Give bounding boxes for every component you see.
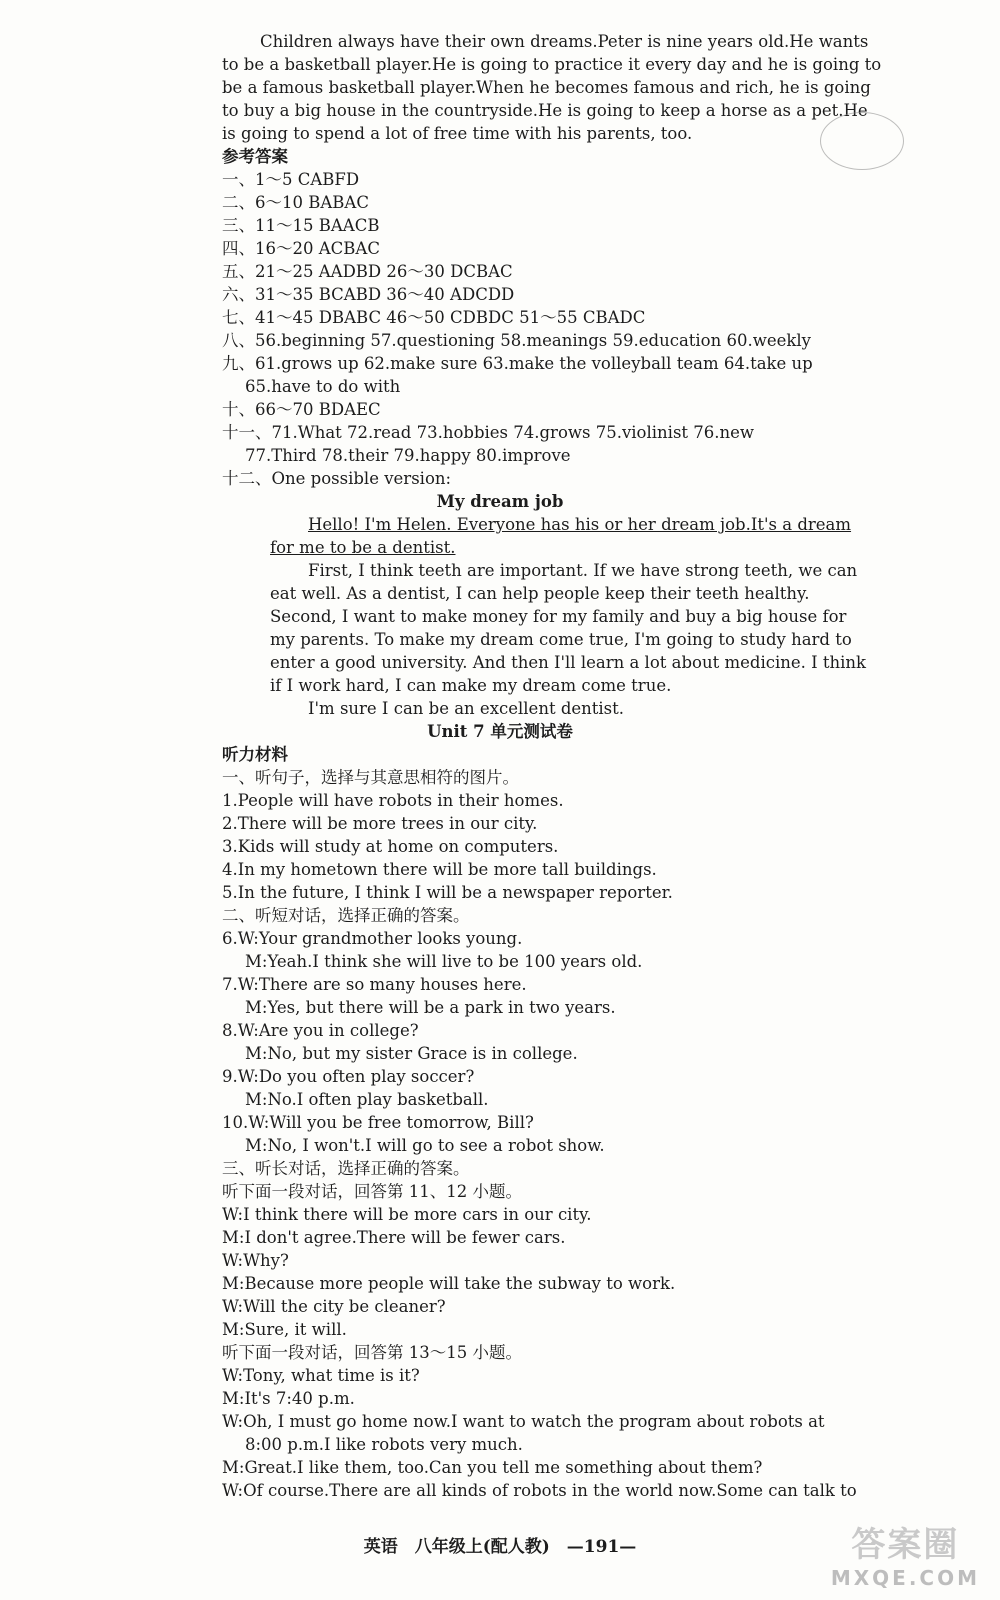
passage-line: to be a basketball player.He is going to practice it every day and he is going to [222, 55, 882, 74]
section-heading: 听力材料 [222, 745, 288, 764]
section-instruction: 一、听句子，选择与其意思相符的图片。 [222, 768, 519, 787]
transcript-line: M:Because more people will take the subway to work. [222, 1274, 676, 1293]
passage-line: to buy a big house in the countryside.He is going to keep a horse as a pet.He [222, 101, 868, 120]
page-footer: 英语 八年级上(配人教) —191— [363, 1537, 637, 1557]
section-instruction: 听下面一段对话，回答第 11、12 小题。 [222, 1182, 522, 1201]
transcript-line: 4.In my hometown there will be more tall buildings. [222, 860, 657, 879]
essay-line: enter a good university. And then I'll learn a lot about medicine. I think [270, 653, 867, 672]
answer-line: 65.have to do with [245, 377, 401, 396]
transcript-line: W:I think there will be more cars in our city. [222, 1205, 592, 1224]
transcript-line: 10.W:Will you be free tomorrow, Bill? [222, 1113, 534, 1132]
transcript-line: W:Oh, I must go home now.I want to watch the program about robots at [222, 1412, 825, 1431]
answer-line: 十二、One possible version: [222, 469, 452, 488]
answer-line: 六、31～35 BCABD 36～40 ADCDD [222, 285, 515, 304]
section-instruction: 三、听长对话，选择正确的答案。 [222, 1159, 470, 1178]
transcript-line: M:Yeah.I think she will live to be 100 years old. [245, 952, 643, 971]
transcript-line: W:Of course.There are all kinds of robots in the world now.Some can talk to [222, 1481, 857, 1500]
answer-line: 八、56.beginning 57.questioning 58.meanings 59.education 60.weekly [222, 331, 811, 350]
essay-line: I'm sure I can be an excellent dentist. [308, 699, 625, 718]
essay-title: My dream job [436, 492, 564, 511]
transcript-line: 3.Kids will study at home on computers. [222, 837, 559, 856]
transcript-line: M:Yes, but there will be a park in two years. [245, 998, 616, 1017]
transcript-line: M:It's 7:40 p.m. [222, 1389, 355, 1408]
section-instruction: 听下面一段对话，回答第 13～15 小题。 [222, 1343, 522, 1362]
transcript-line: M:I don't agree.There will be fewer cars. [222, 1228, 566, 1247]
transcript-line: 7.W:There are so many houses here. [222, 975, 527, 994]
essay-line: my parents. To make my dream come true, I'm going to study hard to [270, 630, 852, 649]
site-watermark [831, 1517, 980, 1590]
essay-line: eat well. As a dentist, I can help people keep their teeth healthy. [270, 584, 810, 603]
transcript-line: W:Will the city be cleaner? [222, 1297, 446, 1316]
answer-line: 三、11～15 BAACB [222, 216, 380, 235]
essay-line: if I work hard, I can make my dream come true. [270, 676, 672, 695]
transcript-line: W:Why? [222, 1251, 289, 1270]
transcript-line: 2.There will be more trees in our city. [222, 814, 538, 833]
transcript-line: 5.In the future, I think I will be a newspaper reporter. [222, 883, 673, 902]
passage-line: Children always have their own dreams.Peter is nine years old.He wants [260, 32, 869, 51]
answer-line: 七、41～45 DBABC 46～50 CDBDC 51～55 CBADC [222, 308, 646, 327]
transcript-line: M:Great.I like them, too.Can you tell me something about them? [222, 1458, 763, 1477]
stamp-seal [820, 112, 904, 170]
transcript-line: M:No.I often play basketball. [245, 1090, 489, 1109]
essay-line: Hello! I'm Helen. Everyone has his or her dream job.It's a dream [308, 515, 852, 534]
answer-line: 九、61.grows up 62.make sure 63.make the volleyball team 64.take up [222, 354, 813, 373]
answer-line: 十、66～70 BDAEC [222, 400, 381, 419]
answer-line: 十一、71.What 72.read 73.hobbies 74.grows 75.violinist 76.new [222, 423, 755, 442]
answer-line: 四、16～20 ACBAC [222, 239, 380, 258]
section-heading: 参考答案 [222, 147, 288, 166]
transcript-line: 9.W:Do you often play soccer? [222, 1067, 475, 1086]
transcript-line: M:Sure, it will. [222, 1320, 347, 1339]
transcript-line: 1.People will have robots in their homes. [222, 791, 564, 810]
answer-line: 一、1～5 CABFD [222, 170, 360, 189]
transcript-line: 8:00 p.m.I like robots very much. [245, 1435, 523, 1454]
watermark-url: MXQE.COM [830, 1566, 980, 1590]
essay-line: Second, I want to make money for my family and buy a big house for [270, 607, 847, 626]
unit-title: Unit 7 单元测试卷 [427, 722, 573, 741]
answer-line: 五、21～25 AADBD 26～30 DCBAC [222, 262, 513, 281]
passage-line: is going to spend a lot of free time with his parents, too. [222, 124, 693, 143]
transcript-line: W:Tony, what time is it? [222, 1366, 420, 1385]
essay-line: for me to be a dentist. [270, 538, 456, 557]
transcript-line: M:No, but my sister Grace is in college. [245, 1044, 578, 1063]
answer-line: 77.Third 78.their 79.happy 80.improve [245, 446, 571, 465]
section-instruction: 二、听短对话，选择正确的答案。 [222, 906, 470, 925]
essay-line: First, I think teeth are important. If we have strong teeth, we can [308, 561, 858, 580]
answer-line: 二、6～10 BABAC [222, 193, 369, 212]
transcript-line: M:No, I won't.I will go to see a robot show. [245, 1136, 605, 1155]
passage-line: be a famous basketball player.When he becomes famous and rich, he is going [222, 78, 871, 97]
watermark-logo-text: 答案圈 [851, 1525, 960, 1565]
transcript-line: 8.W:Are you in college? [222, 1021, 419, 1040]
transcript-line: 6.W:Your grandmother looks young. [222, 929, 523, 948]
